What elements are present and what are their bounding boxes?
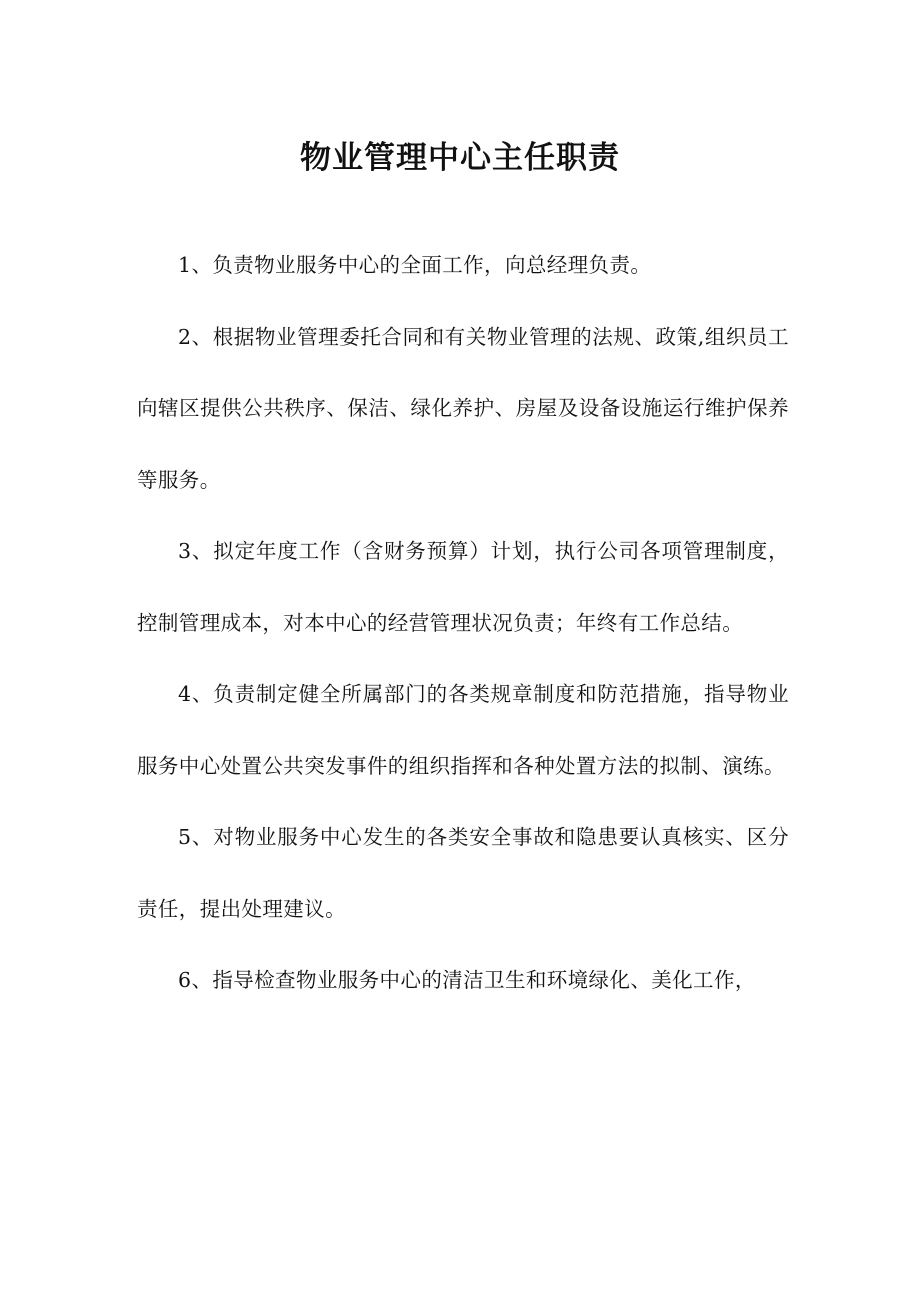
- duty-paragraph-1: 1、负责物业服务中心的全面工作，向总经理负责。: [178, 253, 652, 277]
- page-title: 物业管理中心主任职责: [300, 140, 620, 176]
- duty-paragraph-2: 2、根据物业管理委托合同和有关物业管理的法规、政策,组织员工向辖区提供公共秩序、保洁、绿化养护、房屋及设备设施运行维护保养等服务。: [137, 324, 789, 492]
- duty-paragraph-5: 5、对物业服务中心发生的各类安全事故和隐患要认真核实、区分责任，提出处理建议。: [137, 825, 789, 921]
- document-body: [137, 230, 789, 1017]
- duty-paragraph-6: 6、指导检查物业服务中心的清洁卫生和环境绿化、美化工作，: [178, 968, 756, 992]
- duty-paragraph-4: 4、负责制定健全所属部门的各类规章制度和防范措施，指导物业服务中心处置公共突发事件的组织指挥和各种处置方法的拟制、演练。: [137, 682, 789, 778]
- duty-paragraph-3: 3、拟定年度工作（含财务预算）计划，执行公司各项管理制度，控制管理成本，对本中心的经营管理状况负责；年终有工作总结。: [137, 539, 789, 635]
